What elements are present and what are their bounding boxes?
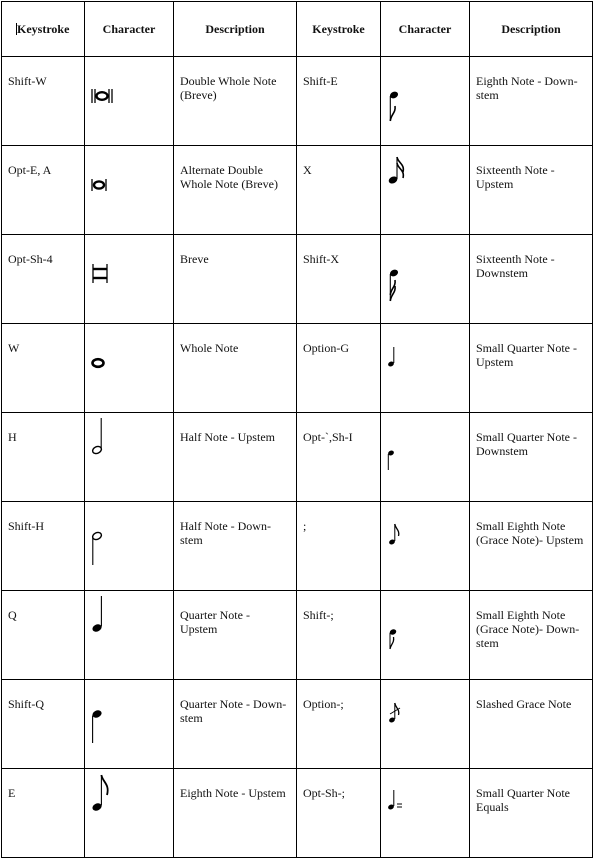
description-cell: Half Note - Upstem (174, 413, 297, 502)
header-description-1: Description (174, 2, 297, 57)
character-cell (85, 324, 174, 413)
keystroke-cell: Opt-Sh-; (297, 769, 381, 858)
character-cell (85, 680, 174, 769)
character-cell (381, 502, 470, 591)
description-cell: Sixteenth Note - Upstem (470, 146, 593, 235)
description-cell: Small Quarter Note - Downstem (470, 413, 593, 502)
description-cell: Quarter Note - Down-stem (174, 680, 297, 769)
description-cell: Small Eighth Note (Grace Note)- Down-stem (470, 591, 593, 680)
header-keystroke-1: Keystroke (2, 2, 85, 57)
eighth-note-downstem-icon (381, 57, 470, 128)
small-quarter-note-downstem-icon (381, 413, 470, 484)
half-note-upstem-icon (85, 413, 174, 484)
half-note-downstem-icon (85, 502, 174, 573)
small-quarter-note-equals-icon (381, 769, 470, 840)
slashed-grace-note-icon (381, 680, 470, 751)
character-cell (381, 146, 470, 235)
keystroke-cell: H (2, 413, 85, 502)
small-quarter-note-upstem-icon (381, 324, 470, 395)
eighth-note-upstem-icon (85, 769, 174, 840)
description-cell: Eighth Note - Upstem (174, 769, 297, 858)
keystroke-cell: W (2, 324, 85, 413)
character-cell (381, 324, 470, 413)
table-row (2, 235, 593, 324)
table-row (2, 769, 593, 858)
character-cell (85, 413, 174, 502)
header-character-2: Character (381, 2, 470, 57)
character-cell (381, 235, 470, 324)
keystroke-cell: E (2, 769, 85, 858)
header-description-2: Description (470, 2, 593, 57)
description-cell: Whole Note (174, 324, 297, 413)
character-cell (381, 591, 470, 680)
keystroke-cell: Shift-X (297, 235, 381, 324)
keystroke-cell: Opt-Sh-4 (2, 235, 85, 324)
keystroke-cell: Option-G (297, 324, 381, 413)
header-keystroke-2: Keystroke (297, 2, 381, 57)
keystroke-cell: Shift-Q (2, 680, 85, 769)
keystroke-cell: Shift-H (2, 502, 85, 591)
description-cell: Sixteenth Note - Downstem (470, 235, 593, 324)
keystroke-table (1, 1, 593, 858)
keystroke-cell: Shift-W (2, 57, 85, 146)
character-cell (85, 769, 174, 858)
table-row (2, 680, 593, 769)
description-cell: Breve (174, 235, 297, 324)
description-cell: Half Note - Down-stem (174, 502, 297, 591)
keystroke-cell: X (297, 146, 381, 235)
character-cell (85, 591, 174, 680)
keystroke-cell: ; (297, 502, 381, 591)
small-eighth-note-grace-downstem-icon (381, 591, 470, 662)
character-cell (381, 413, 470, 502)
description-cell: Quarter Note - Upstem (174, 591, 297, 680)
keystroke-cell: Shift-E (297, 57, 381, 146)
character-cell (381, 57, 470, 146)
quarter-note-upstem-icon (85, 591, 174, 662)
sixteenth-note-upstem-icon (381, 146, 470, 217)
description-cell: Small Eighth Note (Grace Note)- Upstem (470, 502, 593, 591)
keystroke-cell: Opt-E, A (2, 146, 85, 235)
header-row (2, 2, 593, 57)
description-cell: Eighth Note - Down-stem (470, 57, 593, 146)
table-row (2, 57, 593, 146)
table-row (2, 502, 593, 591)
keystroke-cell: Shift-; (297, 591, 381, 680)
table-row (2, 413, 593, 502)
keystroke-cell: Opt-`,Sh-I (297, 413, 381, 502)
character-cell (85, 57, 174, 146)
character-cell (85, 235, 174, 324)
description-cell: Small Quarter Note - Upstem (470, 324, 593, 413)
whole-note-icon (85, 324, 174, 395)
keystroke-cell: Option-; (297, 680, 381, 769)
breve-icon (85, 235, 174, 306)
character-cell (381, 680, 470, 769)
description-cell: Small Quarter Note Equals (470, 769, 593, 858)
table-row (2, 591, 593, 680)
character-cell (85, 146, 174, 235)
table-row (2, 146, 593, 235)
quarter-note-downstem-icon (85, 680, 174, 751)
small-eighth-note-grace-upstem-icon (381, 502, 470, 573)
alternate-double-whole-note-icon (85, 146, 174, 217)
keystroke-cell: Q (2, 591, 85, 680)
header-character-1: Character (85, 2, 174, 57)
description-cell: Double Whole Note (Breve) (174, 57, 297, 146)
character-cell (85, 502, 174, 591)
double-whole-note-breve-icon (85, 57, 174, 128)
table-row (2, 324, 593, 413)
sixteenth-note-downstem-icon (381, 235, 470, 306)
description-cell: Alternate Double Whole Note (Breve) (174, 146, 297, 235)
character-cell (381, 769, 470, 858)
description-cell: Slashed Grace Note (470, 680, 593, 769)
